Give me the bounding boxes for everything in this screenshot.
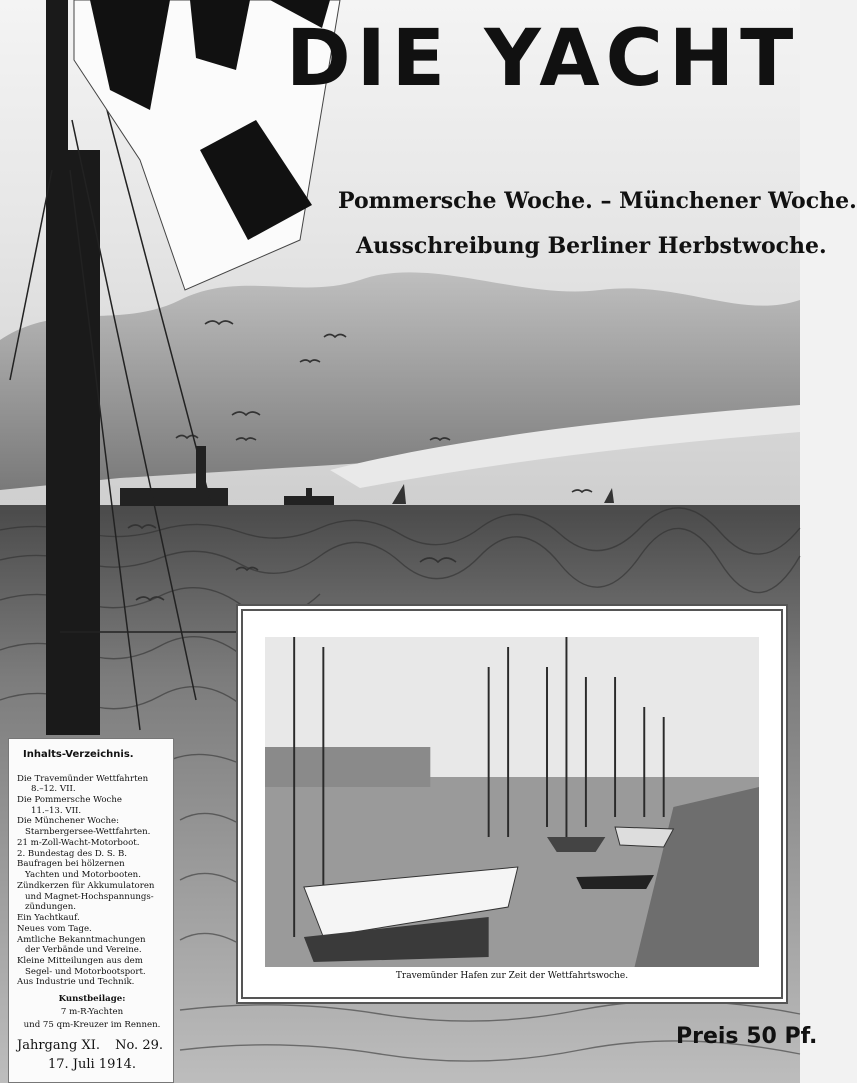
contents-item: Kleine Mitteilungen aus dem: [17, 955, 143, 966]
supplement-heading: Kunstbeilage:: [58, 994, 126, 1005]
contents-item: und Magnet-Hochspannungs-: [25, 891, 154, 902]
contents-item: Aus Industrie und Technik.: [17, 977, 135, 988]
contents-item: 8.–12. VII.: [31, 784, 76, 795]
supplement-line: 7 m-R-Yachten: [60, 1006, 124, 1017]
contents-item: Baufragen bei hölzernen: [17, 859, 125, 870]
photo-caption: Travemünder Hafen zur Zeit der Wettfahrtswoche.: [395, 971, 629, 981]
contents-item: Die Pommersche Woche: [17, 794, 122, 805]
contents-item: Ein Yachtkauf.: [17, 913, 80, 924]
contents-item: der Verbände und Vereine.: [25, 945, 142, 956]
masthead-title: DIE YACHT: [286, 14, 800, 104]
contents-heading: Inhalts-Verzeichnis.: [23, 749, 134, 760]
headline-announcement: Ausschreibung Berliner Herbstwoche.: [356, 233, 827, 259]
contents-item: Yachten und Motorbooten.: [25, 870, 141, 881]
contents-item: zündungen.: [25, 902, 77, 913]
issue-info: [17, 1038, 167, 1054]
contents-item: Die Travemünder Wettfahrten: [17, 773, 149, 784]
contents-item: Starnbergersee-Wettfahrten.: [25, 827, 151, 838]
contents-item: 21 m-Zoll-Wacht-Motorboot.: [17, 837, 140, 848]
contents-item: Amtliche Bekanntmachungen: [17, 934, 146, 945]
contents-item: 11.–13. VII.: [31, 805, 82, 816]
contents-item: Neues vom Tage.: [17, 923, 92, 934]
price-label: Preis 50 Pf.: [676, 1024, 818, 1049]
contents-item: Die Münchener Woche:: [17, 816, 119, 827]
contents-item: Segel- und Motorbootsport.: [25, 966, 146, 977]
supplement-line: und 75 qm-Kreuzer im Rennen.: [23, 1019, 161, 1030]
issue-number: No. 29.: [115, 1038, 163, 1054]
issue-date: 17. Juli 1914.: [47, 1056, 137, 1072]
harbor-photo: [265, 637, 759, 967]
contents-item: 2. Bundestag des D. S. B.: [17, 848, 127, 859]
harbor-photo-frame: [236, 604, 788, 1004]
contents-item: Zündkerzen für Akkumulatoren: [17, 880, 155, 891]
headline-weeks: Pommersche Woche. – Münchener Woche.: [338, 188, 857, 214]
volume-label: Jahrgang XI.: [17, 1038, 100, 1054]
table-of-contents: [8, 738, 174, 1083]
